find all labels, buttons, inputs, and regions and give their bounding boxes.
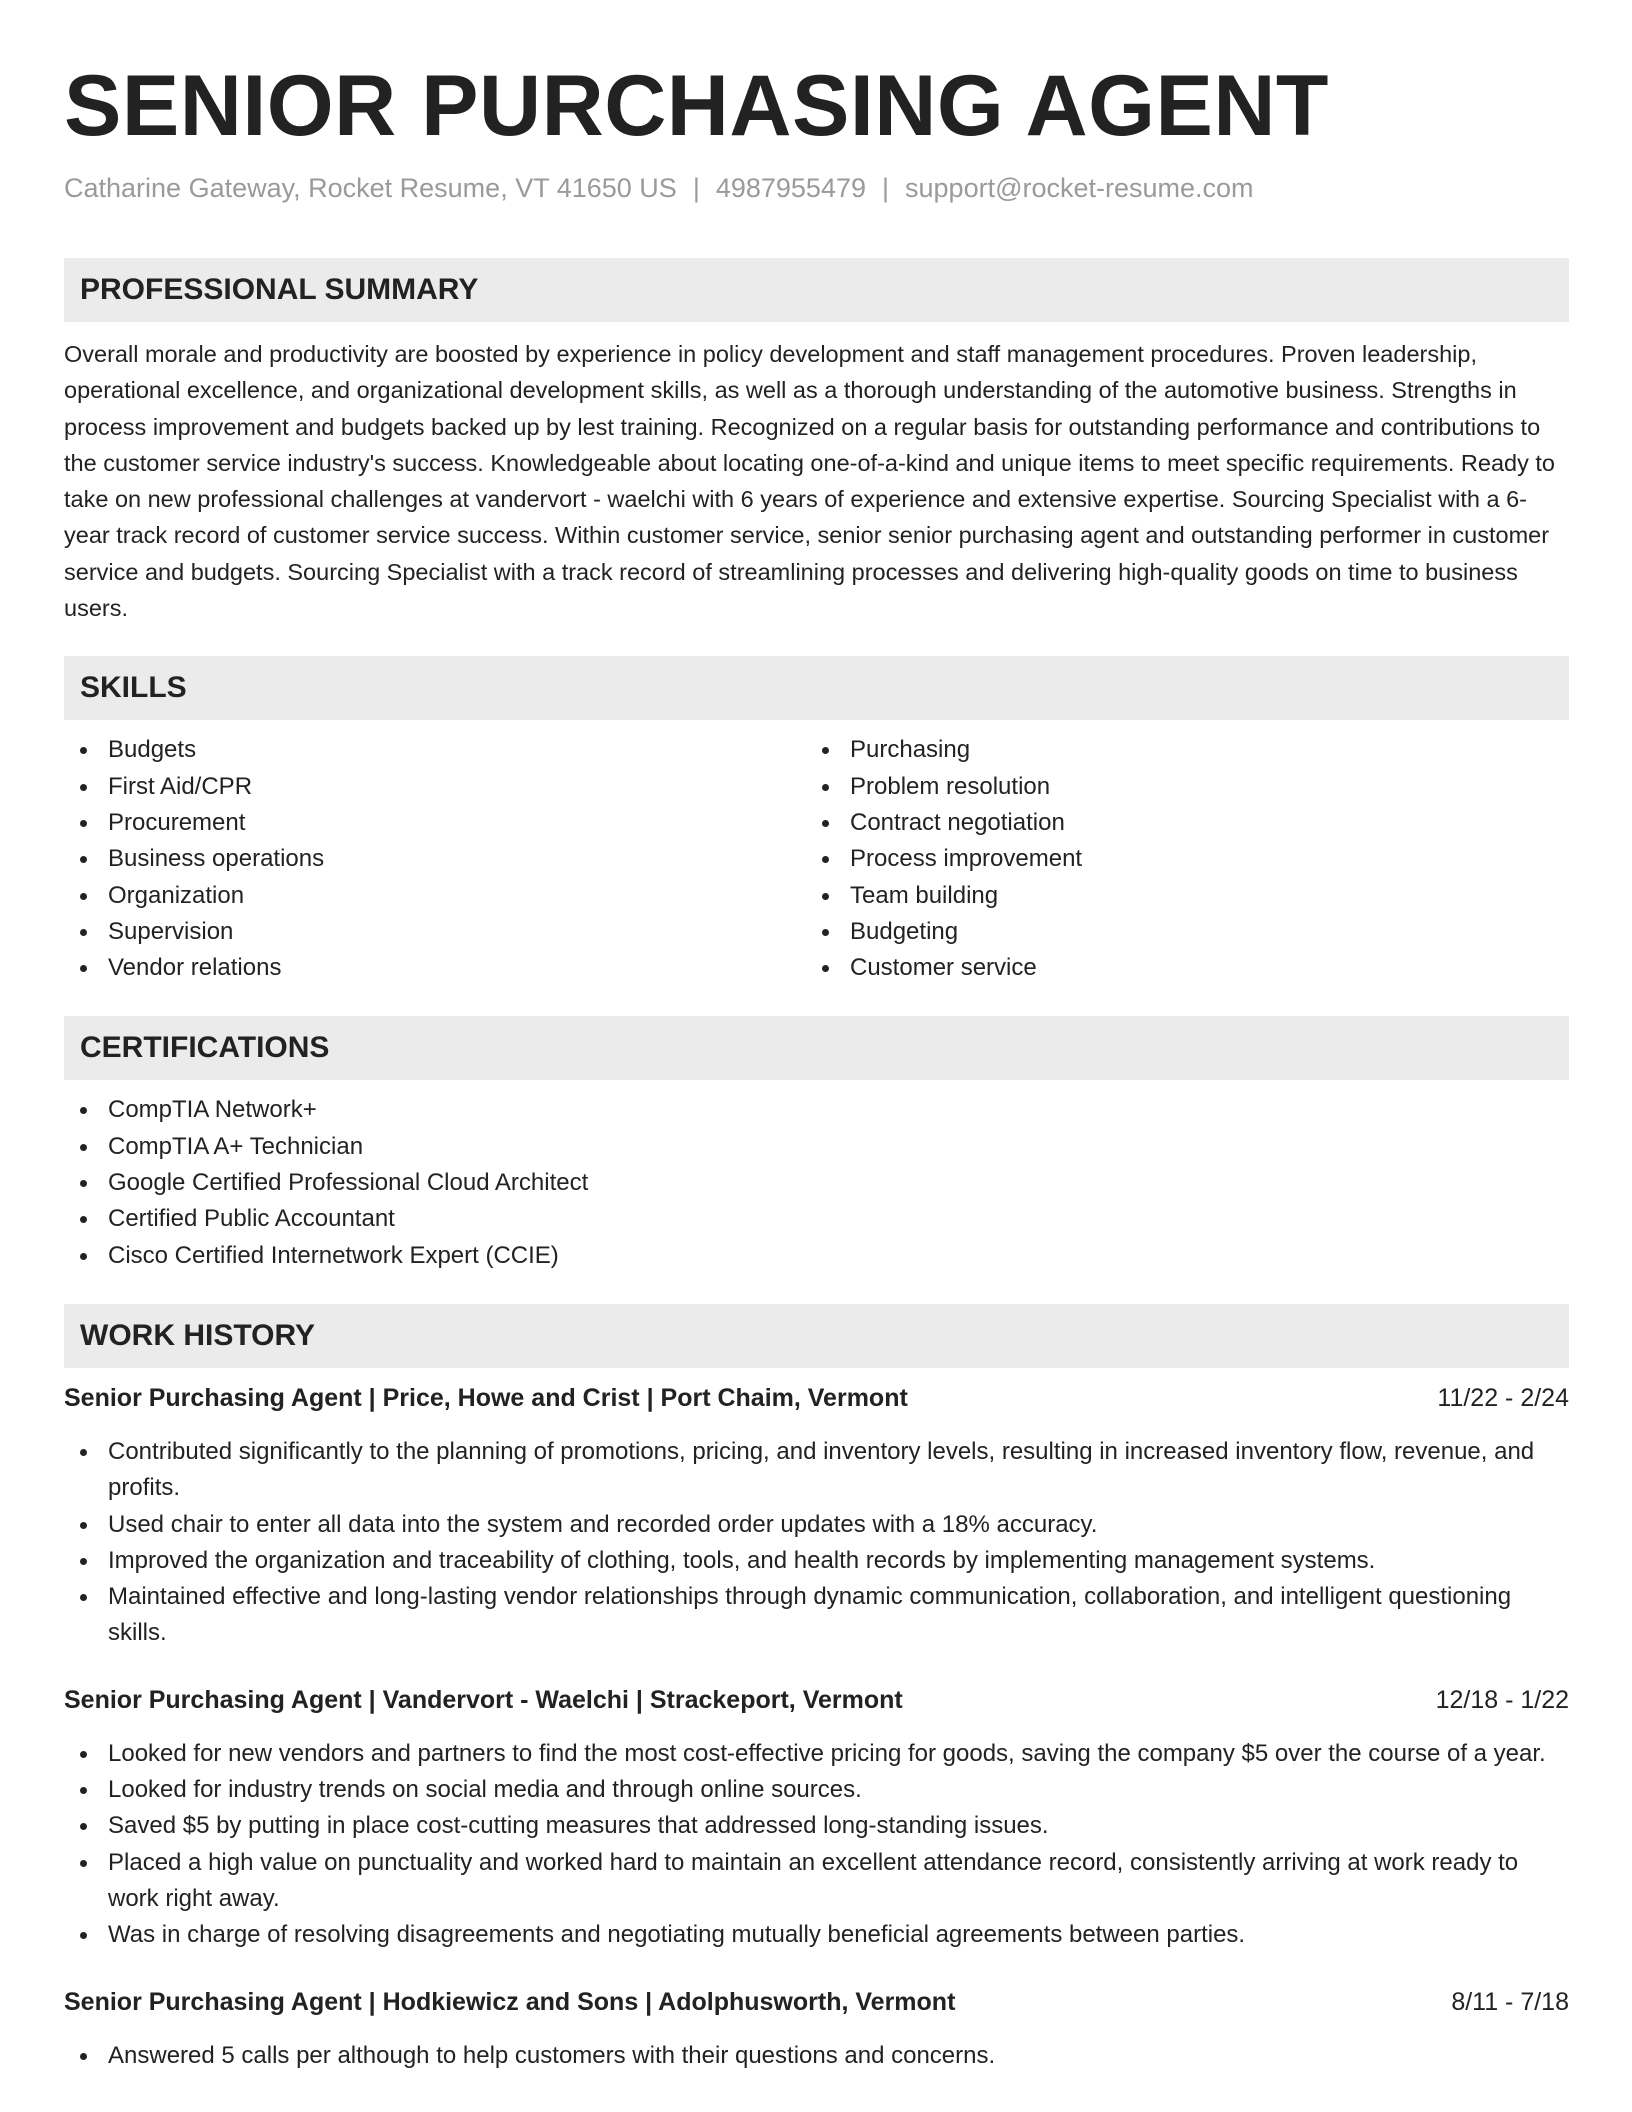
- certification-item: CompTIA A+ Technician: [64, 1129, 1569, 1165]
- skill-item: First Aid/CPR: [64, 769, 806, 805]
- skill-item: Process improvement: [806, 841, 1548, 877]
- skill-item: Purchasing: [806, 732, 1548, 768]
- contact-separator: |: [692, 173, 700, 203]
- skill-item: Budgets: [64, 732, 806, 768]
- skill-item: Vendor relations: [64, 950, 806, 986]
- job-bullet: Looked for industry trends on social media and through online sources.: [64, 1772, 1569, 1808]
- job-bullets: [64, 2038, 1569, 2074]
- job-header: [64, 1682, 1569, 1718]
- job-entry: [64, 1682, 1569, 1954]
- skills-column-right: [806, 732, 1548, 986]
- job-bullet: Looked for new vendors and partners to find the most cost-effective pricing for goods, saving the company $5 over the course of a year.: [64, 1736, 1569, 1772]
- skill-item: Contract negotiation: [806, 805, 1548, 841]
- contact-phone: 4987955479: [715, 173, 866, 203]
- section-heading-certifications: CERTIFICATIONS: [64, 1016, 1569, 1080]
- skill-item: Team building: [806, 878, 1548, 914]
- job-bullet: Placed a high value on punctuality and worked hard to maintain an excellent attendance record, consistently arriving at work ready to work right away.: [64, 1845, 1569, 1918]
- skill-item: Budgeting: [806, 914, 1548, 950]
- section-heading-skills: SKILLS: [64, 656, 1569, 720]
- job-title: Senior Purchasing Agent | Vandervort - Waelchi | Strackeport, Vermont: [64, 1685, 903, 1714]
- job-bullet: Improved the organization and traceability of clothing, tools, and health records by implementing management systems.: [64, 1543, 1569, 1579]
- contact-email: support@rocket-resume.com: [905, 173, 1254, 203]
- job-bullet: Contributed significantly to the planning of promotions, pricing, and inventory levels, resulting in increased inventory flow, revenue, and profits.: [64, 1434, 1569, 1507]
- job-header: [64, 1984, 1569, 2020]
- skill-item: Business operations: [64, 841, 806, 877]
- job-dates: 11/22 - 2/24: [1437, 1383, 1569, 1412]
- certification-item: Cisco Certified Internetwork Expert (CCIE): [64, 1238, 1569, 1274]
- summary-text: Overall morale and productivity are boosted by experience in policy development and staff management procedures. Proven leadership, operational excellence, and organizational development skills, as well as a thorough understanding of the automotive business. Strengths in process improvement and budgets backed up by lest training. Recognized on a regular basis for outstanding performance and contributions to the customer service industry's success. Knowledgeable about locating one-of-a-kind and unique items to meet specific requirements. Ready to take on new professional challenges at vandervort - waelchi with 6 years of experience and extensive expertise. Sourcing Specialist with a 6-year track record of customer service success. Within customer service, senior senior purchasing agent and outstanding performer in customer service and budgets. Sourcing Specialist with a track record of streamlining processes and delivering high-quality goods on time to business users.: [64, 341, 1555, 622]
- certification-item: CompTIA Network+: [64, 1092, 1569, 1128]
- contact-address: Catharine Gateway, Rocket Resume, VT 41650 US: [64, 173, 677, 203]
- job-title: Senior Purchasing Agent | Hodkiewicz and Sons | Adolphusworth, Vermont: [64, 1987, 956, 2016]
- resume-page: [64, 0, 1569, 2112]
- skills-column-left: [64, 732, 806, 986]
- job-bullet: Was in charge of resolving disagreements and negotiating mutually beneficial agreements between parties.: [64, 1917, 1569, 1953]
- job-bullet: Used chair to enter all data into the system and recorded order updates with a 18% accuracy.: [64, 1507, 1569, 1543]
- job-bullet: Saved $5 by putting in place cost-cutting measures that addressed long-standing issues.: [64, 1808, 1569, 1844]
- contact-line: [64, 170, 1569, 206]
- skill-item: Procurement: [64, 805, 806, 841]
- certification-item: Certified Public Accountant: [64, 1201, 1569, 1237]
- section-heading-work-history: WORK HISTORY: [64, 1304, 1569, 1368]
- job-bullet: Answered 5 calls per although to help customers with their questions and concerns.: [64, 2038, 1569, 2074]
- certifications-list: [64, 1092, 1569, 1273]
- skill-item: Customer service: [806, 950, 1548, 986]
- job-bullets: [64, 1736, 1569, 1954]
- certification-item: Google Certified Professional Cloud Architect: [64, 1165, 1569, 1201]
- skill-item: Supervision: [64, 914, 806, 950]
- job-bullet: Maintained effective and long-lasting vendor relationships through dynamic communication, collaboration, and intelligent questioning skills.: [64, 1579, 1569, 1652]
- section-heading-summary: PROFESSIONAL SUMMARY: [64, 258, 1569, 322]
- job-entry: [64, 1380, 1569, 1652]
- skills-list: [64, 732, 1569, 986]
- skill-item: Problem resolution: [806, 769, 1548, 805]
- job-dates: 12/18 - 1/22: [1435, 1685, 1569, 1714]
- job-bullets: [64, 1434, 1569, 1652]
- resume-title: SENIOR PURCHASING AGENT: [64, 58, 1329, 154]
- skill-item: Organization: [64, 878, 806, 914]
- job-title: Senior Purchasing Agent | Price, Howe and Crist | Port Chaim, Vermont: [64, 1383, 908, 1412]
- job-header: [64, 1380, 1569, 1416]
- job-dates: 8/11 - 7/18: [1451, 1987, 1569, 2016]
- job-entry: [64, 1984, 1569, 2074]
- contact-separator: |: [882, 173, 890, 203]
